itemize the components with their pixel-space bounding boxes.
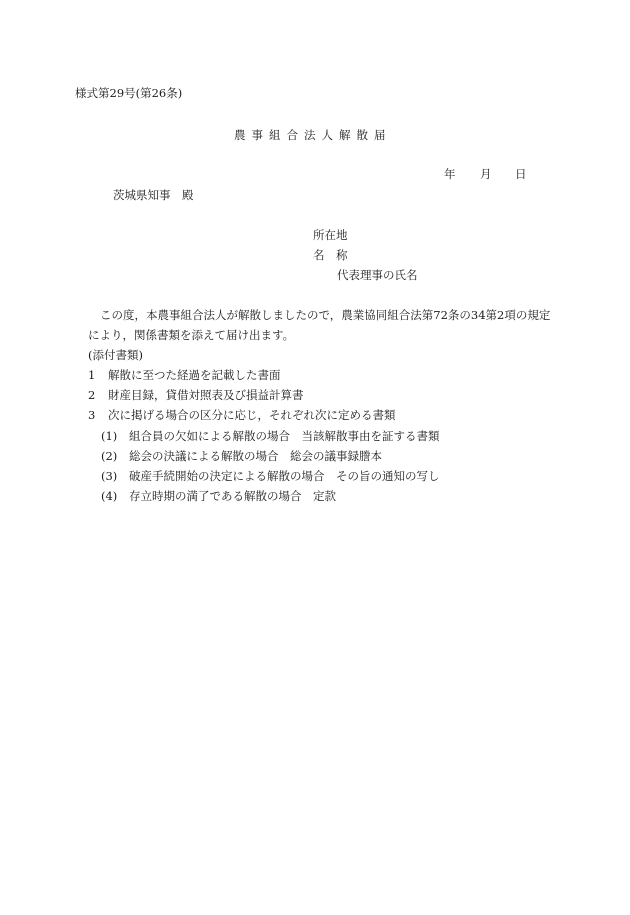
body-line-1: この度，本農事組合法人が解散しましたので，農業協同組合法第72条の34第2項の規定 <box>100 308 551 322</box>
attachment-subitem-text: 組合員の欠如による解散の場合 当該解散事由を証する書類 <box>129 429 440 443</box>
attachment-item-text: 次に掲げる場合の区分に応じ，それぞれ次に定める書類 <box>108 408 396 422</box>
attachments-heading: (添付書類) <box>88 348 143 362</box>
form-number: 様式第29号(第26条) <box>75 86 183 100</box>
attachment-item-number: 1 <box>88 368 96 382</box>
attachment-item <box>88 408 396 422</box>
attachment-item-number: 2 <box>88 388 96 402</box>
document-title: 農事組合法人解散届 <box>234 128 392 142</box>
attachment-item-text: 解散に至つた経過を記載した書面 <box>108 368 281 382</box>
attachment-subitem <box>101 489 336 503</box>
date-month-label: 月 <box>480 167 492 181</box>
date-year-label: 年 <box>444 167 456 181</box>
attachment-subitem <box>101 429 440 443</box>
name-label: 名 称 <box>313 248 348 262</box>
body-line-2: により，関係書類を添えて届け出ます。 <box>88 328 295 342</box>
attachment-subitem-number: (2) <box>101 449 118 463</box>
attachment-item <box>88 368 281 382</box>
representative-label: 代表理事の氏名 <box>337 268 418 282</box>
attachment-subitem-number: (1) <box>101 429 118 443</box>
attachment-subitem-text: 総会の決議による解散の場合 総会の議事録謄本 <box>129 449 382 463</box>
attachment-subitem <box>101 449 382 463</box>
attachment-subitem-text: 破産手続開始の決定による解散の場合 その旨の通知の写し <box>129 469 440 483</box>
attachment-subitem-number: (3) <box>101 469 118 483</box>
address-label: 所在地 <box>313 228 348 242</box>
attachment-item-number: 3 <box>88 408 96 422</box>
addressee: 茨城県知事 殿 <box>113 188 194 202</box>
attachment-item <box>88 388 304 402</box>
date-day-label: 日 <box>515 167 527 181</box>
attachment-subitem-text: 存立時期の満了である解散の場合 定款 <box>129 489 336 503</box>
attachment-item-text: 財産目録，貸借対照表及び損益計算書 <box>108 388 304 402</box>
attachment-subitem <box>101 469 440 483</box>
attachment-subitem-number: (4) <box>101 489 118 503</box>
